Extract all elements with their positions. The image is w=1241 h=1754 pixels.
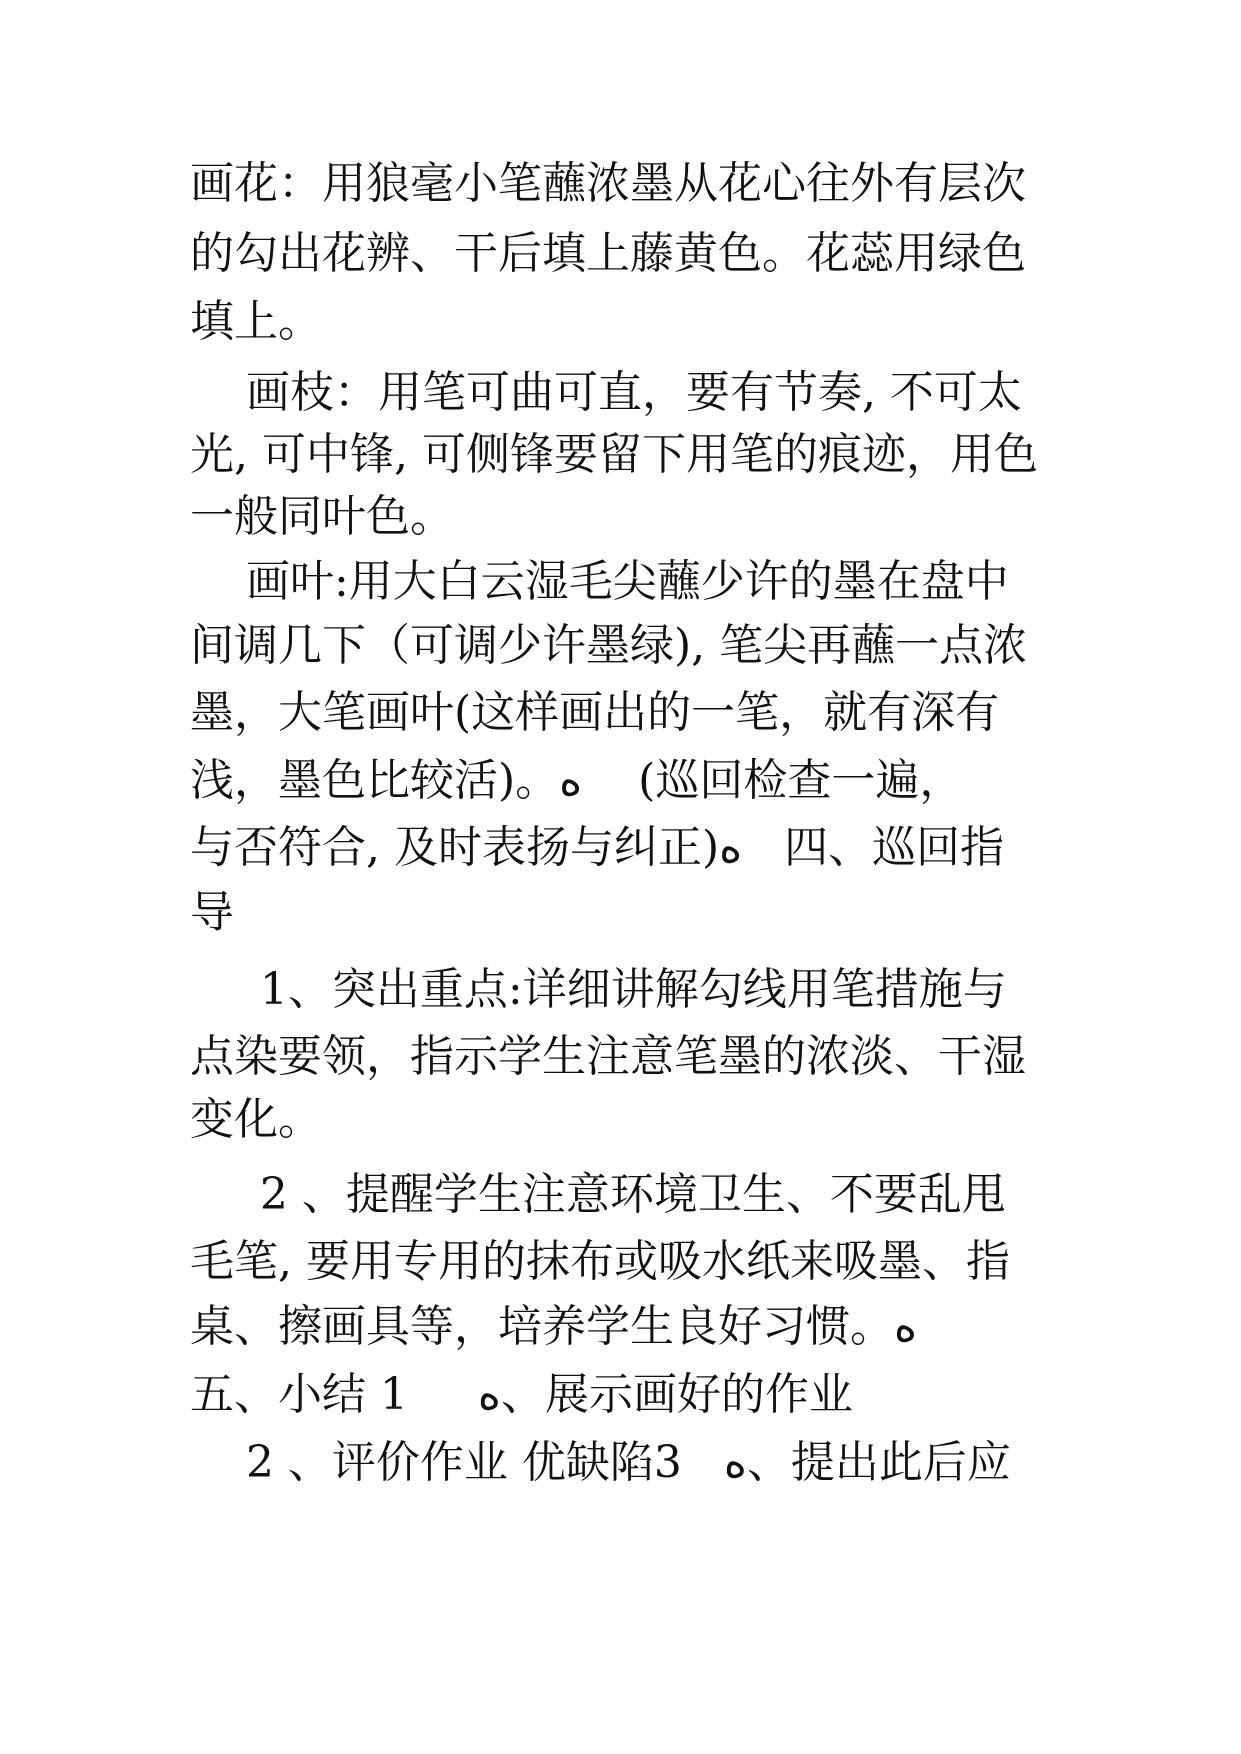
text-line: 1、突出重点:详细讲解勾线用笔措施与 (190, 964, 1007, 1015)
text-line: 2 、提醒学生注意环境卫生、不要乱甩 (190, 1169, 1006, 1220)
text-line: 画枝：用笔可曲可直，要有节奏, 不可太 (190, 367, 1022, 418)
text-line: 桌、擦画具等，培养学生良好习惯。ﻩ (190, 1301, 918, 1352)
text-line: 填上。 (190, 296, 322, 347)
text-line: 间调几下（可调少许墨绿), 笔尖再蘸一点浓 (190, 620, 1028, 671)
text-line: 光, 可中锋, 可侧锋要留下用笔的痕迹，用色 (190, 429, 1038, 480)
text-line: 2 、评价作业 优缺陷3 ﻩ、提出此后应 (190, 1437, 1011, 1488)
text-line: 画花：用狼毫小笔蘸浓墨从花心往外有层次 (190, 158, 1026, 209)
text-line: 变化。 (190, 1094, 322, 1145)
text-line: 与否符合, 及时表扬与纠正)ﻩ 四、巡回指 (190, 822, 1005, 873)
text-line: 墨，大笔画叶(这样画出的一笔，就有深有 (190, 687, 1000, 738)
text-line: 的勾出花辨、干后填上藤黄色。花蕊用绿色 (190, 228, 1026, 279)
text-line: 画叶:用大白云湿毛尖蘸少许的墨在盘中 (190, 556, 1009, 607)
text-line: 五、小结 1 ﻩ、展示画好的作业 (190, 1369, 853, 1420)
text-line: 浅，墨色比较活)。ﻩ (巡回检查一遍， (190, 755, 964, 806)
text-line: 导 (190, 887, 234, 938)
text-line: 一般同叶色。 (190, 491, 454, 542)
text-line: 毛笔, 要用专用的抹布或吸水纸来吸墨、指 (190, 1236, 1010, 1287)
text-line: 点染要领，指示学生注意笔墨的浓淡、干湿 (190, 1031, 1026, 1082)
